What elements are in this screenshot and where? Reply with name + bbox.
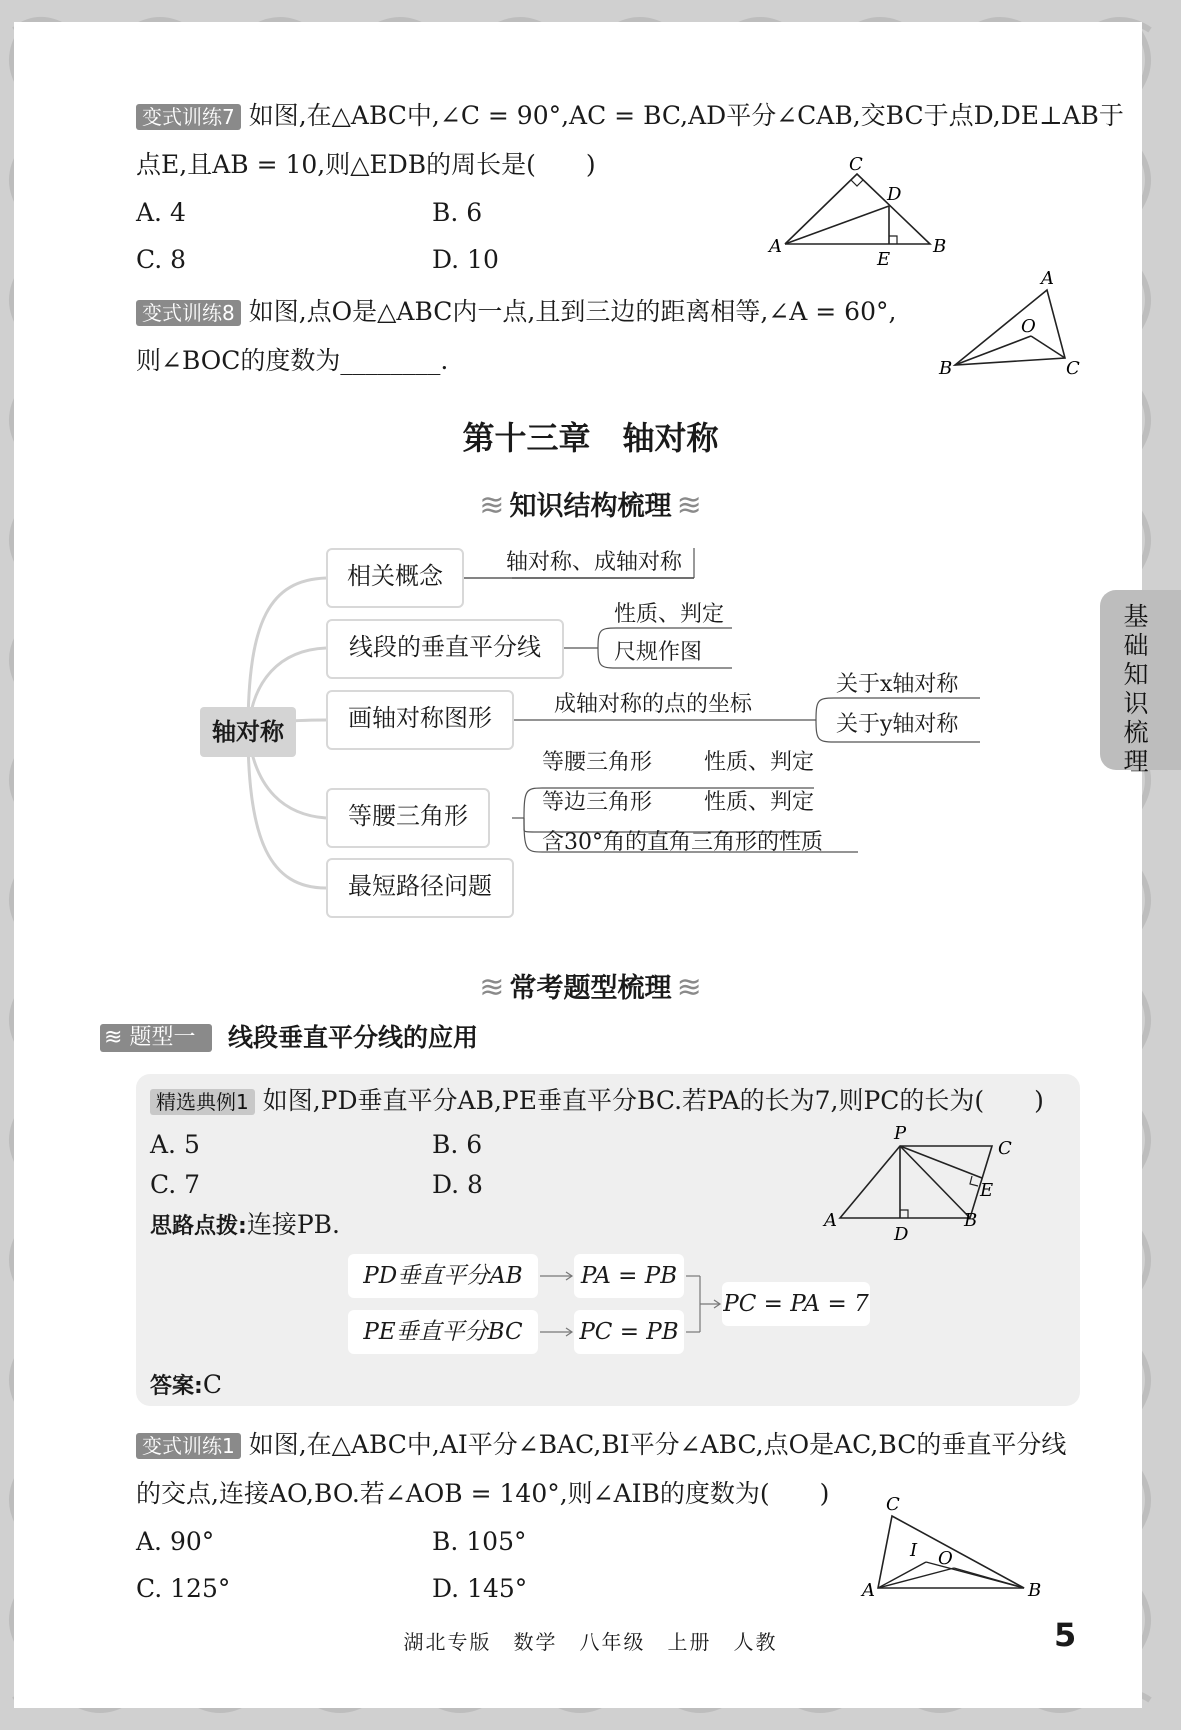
answer-label: 答案: [150, 1374, 203, 1399]
wave-icon: ≋ [676, 488, 702, 523]
ex7-opt-b: B. 6 [432, 198, 483, 227]
ex1-question: 如图,在△ABC中,AI平分∠BAC,BI平分∠ABC,点O是AC,BC的垂直平分线 [248, 1430, 1067, 1459]
ex1-figure [856, 1494, 1046, 1604]
example1-opt-c: C. 7 [150, 1170, 201, 1199]
mindmap-node-shortest: 最短路径问题 [326, 858, 514, 918]
ex-label-e: E [980, 1180, 994, 1201]
leaf-x-axis: 关于x轴对称 [836, 672, 959, 697]
ex7-opt-c: C. 8 [136, 245, 187, 274]
ex-label-c: C [998, 1138, 1012, 1159]
leaf-iso-triangle: 等腰三角形 [542, 750, 653, 775]
ex1-label-i: I [910, 1540, 918, 1561]
ex7-label-b: B [933, 236, 947, 257]
hint-text: 连接PB. [246, 1210, 340, 1239]
answer-value: C [202, 1370, 222, 1399]
ex1-opt-a: A. 90° [136, 1527, 215, 1556]
ex1-opt-b: B. 105° [432, 1527, 527, 1556]
mindmap-node-bisector: 线段的垂直平分线 [326, 619, 564, 679]
mindmap-node-isosceles: 等腰三角形 [326, 788, 490, 848]
ex7-tag: 变式训练7 [136, 104, 241, 130]
section2-title: 常考题型梳理 [509, 973, 672, 1004]
ex7-opt-d: D. 10 [432, 245, 499, 274]
wave-icon: ≋ [676, 970, 702, 1005]
leaf-y-axis: 关于y轴对称 [836, 712, 959, 737]
leaf-bisector-property: 性质、判定 [614, 602, 725, 627]
leaf-iso-property: 性质、判定 [704, 750, 815, 775]
ex-label-p: P [894, 1124, 907, 1144]
flow-box-2: PA = PB [574, 1254, 684, 1298]
ex1-opt-c: C. 125° [136, 1574, 231, 1603]
ex8-label-c: C [1066, 358, 1080, 379]
ex-label-a: A [824, 1210, 837, 1231]
ex-label-b: B [964, 1210, 978, 1231]
ex1-opt-d: D. 145° [432, 1574, 528, 1603]
side-tab-label: 基础知识梳理 [1123, 602, 1149, 776]
example1-question: 如图,PD垂直平分AB,PE垂直平分BC.若PA的长为7,则PC的长为( ) [262, 1086, 1044, 1115]
ex7-label-e: E [877, 249, 891, 270]
ex1-label-a: A [862, 1580, 875, 1601]
wave-icon: ≋ [479, 488, 505, 523]
leaf-coord: 成轴对称的点的坐标 [554, 692, 753, 717]
leaf-bisector-construct: 尺规作图 [614, 640, 703, 665]
mindmap-node-draw: 画轴对称图形 [326, 690, 514, 750]
ex1-tag: 变式训练1 [136, 1433, 241, 1459]
flow-box-1: PD垂直平分AB [348, 1254, 538, 1298]
ex1-line2: 的交点,连接AO,BO.若∠AOB = 140°,则∠AIB的度数为( ) [136, 1479, 830, 1508]
ex1-label-b: B [1028, 1580, 1042, 1601]
ex8-question: 如图,点O是△ABC内一点,且到三边的距离相等,∠A = 60°, [248, 297, 897, 326]
chapter-title: 第十三章 轴对称 [462, 419, 719, 457]
type1-tag-label: 题型一 [129, 1025, 196, 1050]
ex7-label-c: C [849, 154, 863, 175]
flow-box-3: PE垂直平分BC [348, 1310, 538, 1354]
mindmap-node-concept: 相关概念 [326, 548, 464, 608]
ex8-label-a: A [1041, 270, 1054, 289]
wave-icon: ≋ [479, 970, 505, 1005]
page-number: 5 [1054, 1616, 1077, 1654]
flow-box-5: PC = PA = 7 [722, 1282, 870, 1326]
type1-title: 线段垂直平分线的应用 [228, 1023, 479, 1052]
ex1-label-o: O [938, 1548, 953, 1569]
leaf-right30: 含30°角的直角三角形的性质 [542, 830, 823, 855]
flow-box-4: PC = PB [574, 1310, 684, 1354]
wave-icon: ≋ [104, 1025, 123, 1050]
example1-answer [150, 1370, 222, 1402]
example1-opt-b: B. 6 [432, 1130, 483, 1159]
example1-opt-a: A. 5 [150, 1130, 200, 1159]
example1-opt-d: D. 8 [432, 1170, 483, 1199]
footer: 湖北专版 数学 八年级 上册 人教 [403, 1630, 778, 1654]
mindmap-root: 轴对称 [200, 707, 296, 757]
ex7-opt-a: A. 4 [136, 198, 186, 227]
hint-label: 思路点拨: [150, 1214, 247, 1239]
ex8-label-o: O [1021, 316, 1036, 337]
ex8-tag: 变式训练8 [136, 300, 241, 326]
ex7-question: 如图,在△ABC中,∠C = 90°,AC = BC,AD平分∠CAB,交BC于点D,DE⊥AB于 [248, 101, 1124, 130]
ex8-label-b: B [939, 358, 953, 379]
ex7-line2: 点E,且AB = 10,则△EDB的周长是( ) [136, 150, 596, 179]
leaf-equilateral-property: 性质、判定 [704, 790, 815, 815]
leaf-concept: 轴对称、成轴对称 [506, 550, 683, 575]
ex7-label-d: D [887, 184, 902, 205]
leaf-equilateral: 等边三角形 [542, 790, 653, 815]
ex-label-d: D [894, 1224, 909, 1245]
section1-title: 知识结构梳理 [509, 491, 672, 522]
ex1-line1 [136, 1430, 1066, 1460]
ex1-label-c: C [886, 1494, 900, 1515]
example1-tag: 精选典例1 [150, 1089, 255, 1115]
ex7-label-a: A [769, 236, 782, 257]
ex8-line2: 则∠BOC的度数为________. [136, 346, 449, 375]
